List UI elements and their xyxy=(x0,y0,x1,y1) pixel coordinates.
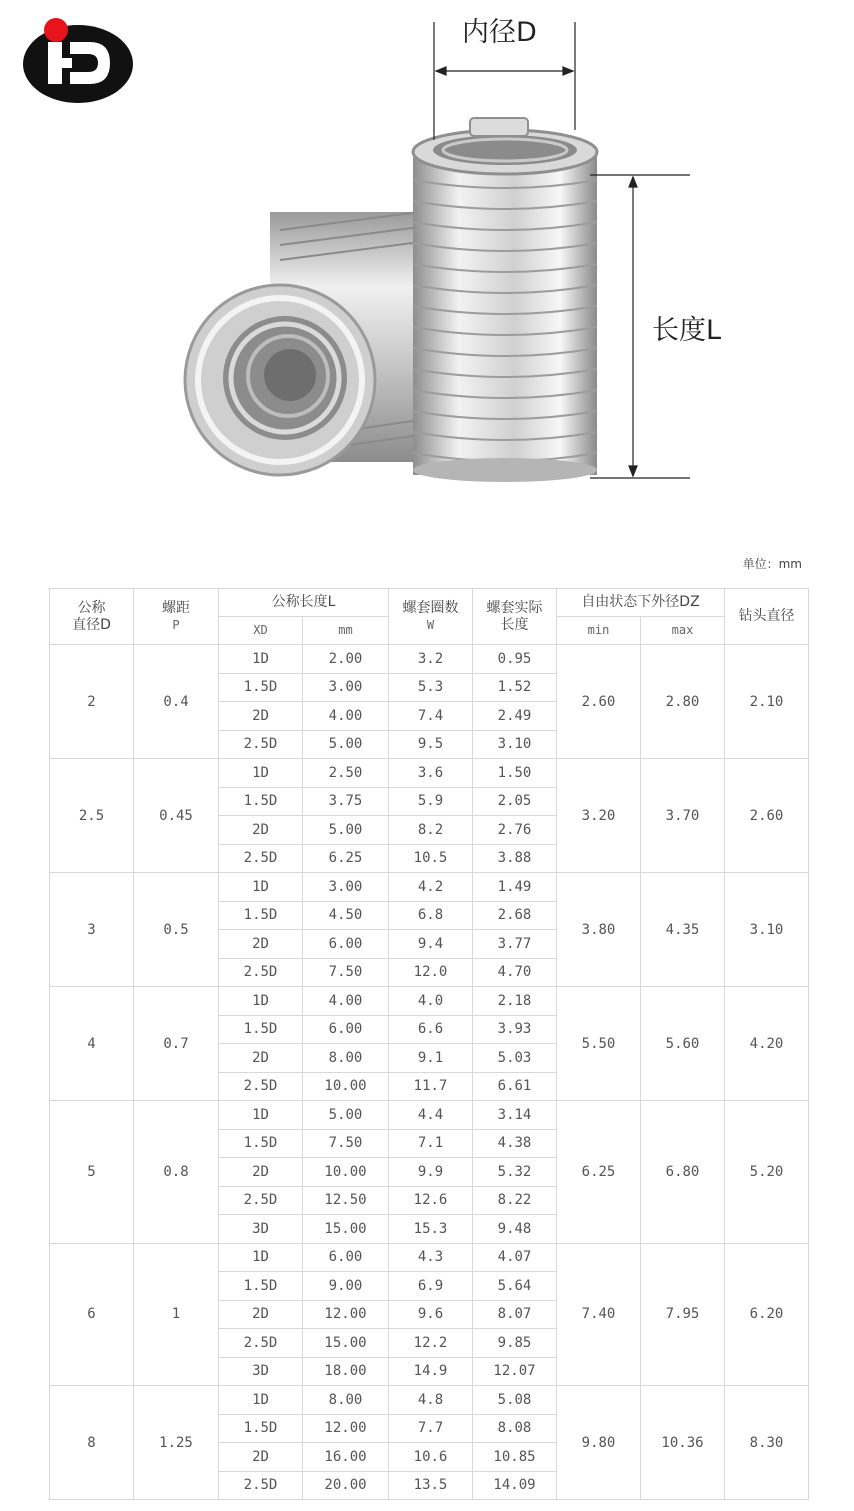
cell-actual-length: 5.03 xyxy=(473,1044,557,1073)
cell-length-mm: 5.00 xyxy=(303,816,389,845)
cell-length-mm: 15.00 xyxy=(303,1215,389,1244)
cell-xd: 1D xyxy=(219,1101,303,1130)
cell-pitch: 0.7 xyxy=(134,987,219,1101)
header-coils-text: 螺套圈数 xyxy=(402,599,459,616)
cell-od-max: 5.60 xyxy=(641,987,725,1101)
table-row xyxy=(50,987,809,1016)
cell-xd: 2D xyxy=(219,1158,303,1187)
cell-coils: 4.8 xyxy=(389,1386,473,1415)
cell-length-mm: 6.25 xyxy=(303,844,389,873)
cell-xd: 1.5D xyxy=(219,787,303,816)
cell-coils: 15.3 xyxy=(389,1215,473,1244)
cell-xd: 2D xyxy=(219,816,303,845)
product-image-area xyxy=(0,0,854,520)
table-body xyxy=(50,645,809,1500)
cell-actual-length: 5.08 xyxy=(473,1386,557,1415)
unit-label: 单位：mm xyxy=(742,557,802,571)
cell-drill: 2.60 xyxy=(725,759,809,873)
cell-od-min: 5.50 xyxy=(557,987,641,1101)
cell-coils: 12.6 xyxy=(389,1186,473,1215)
table-row xyxy=(50,645,809,674)
cell-coils: 4.3 xyxy=(389,1243,473,1272)
cell-xd: 2.5D xyxy=(219,958,303,987)
cell-length-mm: 2.00 xyxy=(303,645,389,674)
cell-nominal-diameter: 2 xyxy=(50,645,134,759)
cell-length-mm: 15.00 xyxy=(303,1329,389,1358)
cell-length-mm: 7.50 xyxy=(303,1129,389,1158)
cell-length-mm: 5.00 xyxy=(303,1101,389,1130)
cell-od-max: 6.80 xyxy=(641,1101,725,1244)
cell-xd: 2D xyxy=(219,1300,303,1329)
cell-xd: 2D xyxy=(219,1044,303,1073)
cell-coils: 7.7 xyxy=(389,1414,473,1443)
cell-xd: 2D xyxy=(219,702,303,731)
cell-pitch: 1 xyxy=(134,1243,219,1386)
cell-coils: 3.2 xyxy=(389,645,473,674)
cell-actual-length: 12.07 xyxy=(473,1357,557,1386)
cell-length-mm: 6.00 xyxy=(303,1015,389,1044)
table-row xyxy=(50,759,809,788)
cell-coils: 12.2 xyxy=(389,1329,473,1358)
cell-drill: 5.20 xyxy=(725,1101,809,1244)
cell-nominal-diameter: 5 xyxy=(50,1101,134,1244)
header-nominal-diameter xyxy=(50,589,134,645)
cell-pitch: 0.5 xyxy=(134,873,219,987)
cell-drill: 8.30 xyxy=(725,1386,809,1500)
cell-pitch: 0.8 xyxy=(134,1101,219,1244)
cell-xd: 1.5D xyxy=(219,673,303,702)
cell-xd: 1D xyxy=(219,1243,303,1272)
cell-coils: 4.4 xyxy=(389,1101,473,1130)
cell-xd: 1D xyxy=(219,987,303,1016)
cell-coils: 5.9 xyxy=(389,787,473,816)
cell-actual-length: 0.95 xyxy=(473,645,557,674)
cell-nominal-diameter: 4 xyxy=(50,987,134,1101)
cell-actual-length: 3.88 xyxy=(473,844,557,873)
cell-length-mm: 10.00 xyxy=(303,1158,389,1187)
cell-coils: 9.6 xyxy=(389,1300,473,1329)
cell-length-mm: 9.00 xyxy=(303,1272,389,1301)
cell-od-max: 7.95 xyxy=(641,1243,725,1386)
cell-xd: 2.5D xyxy=(219,1072,303,1101)
cell-actual-length: 4.70 xyxy=(473,958,557,987)
cell-actual-length: 3.93 xyxy=(473,1015,557,1044)
cell-actual-length: 1.49 xyxy=(473,873,557,902)
header-actual-length xyxy=(473,589,557,645)
standing-insert xyxy=(413,118,597,482)
cell-od-min: 9.80 xyxy=(557,1386,641,1500)
cell-pitch: 1.25 xyxy=(134,1386,219,1500)
cell-drill: 6.20 xyxy=(725,1243,809,1386)
cell-od-min: 3.80 xyxy=(557,873,641,987)
table-row xyxy=(50,1243,809,1272)
cell-actual-length: 9.85 xyxy=(473,1329,557,1358)
table-row xyxy=(50,1101,809,1130)
cell-length-mm: 12.00 xyxy=(303,1414,389,1443)
cell-xd: 1.5D xyxy=(219,1414,303,1443)
cell-coils: 13.5 xyxy=(389,1471,473,1500)
cell-coils: 14.9 xyxy=(389,1357,473,1386)
cell-od-min: 3.20 xyxy=(557,759,641,873)
header-pitch-unit: P xyxy=(172,617,180,632)
header-actual-length-text: 螺套实际长度 xyxy=(486,599,543,633)
cell-actual-length: 8.08 xyxy=(473,1414,557,1443)
table-header xyxy=(50,589,809,645)
cell-actual-length: 2.18 xyxy=(473,987,557,1016)
cell-drill: 4.20 xyxy=(725,987,809,1101)
cell-xd: 1D xyxy=(219,873,303,902)
cell-xd: 1.5D xyxy=(219,901,303,930)
cell-length-mm: 2.50 xyxy=(303,759,389,788)
cell-coils: 10.5 xyxy=(389,844,473,873)
cell-length-mm: 20.00 xyxy=(303,1471,389,1500)
cell-od-max: 4.35 xyxy=(641,873,725,987)
cell-xd: 3D xyxy=(219,1215,303,1244)
cell-od-max: 10.36 xyxy=(641,1386,725,1500)
header-max: max xyxy=(641,617,725,645)
cell-od-min: 6.25 xyxy=(557,1101,641,1244)
length-label: 长度L xyxy=(652,315,722,346)
cell-xd: 1D xyxy=(219,759,303,788)
cell-actual-length: 1.50 xyxy=(473,759,557,788)
cell-actual-length: 4.38 xyxy=(473,1129,557,1158)
cell-actual-length: 8.22 xyxy=(473,1186,557,1215)
cell-xd: 1D xyxy=(219,645,303,674)
cell-coils: 11.7 xyxy=(389,1072,473,1101)
cell-coils: 9.1 xyxy=(389,1044,473,1073)
header-mm: mm xyxy=(303,617,389,645)
cell-pitch: 0.4 xyxy=(134,645,219,759)
cell-coils: 6.8 xyxy=(389,901,473,930)
cell-actual-length: 2.49 xyxy=(473,702,557,731)
thread-insert-illustration xyxy=(170,0,770,520)
cell-actual-length: 4.07 xyxy=(473,1243,557,1272)
cell-actual-length: 5.32 xyxy=(473,1158,557,1187)
cell-length-mm: 8.00 xyxy=(303,1386,389,1415)
cell-coils: 6.9 xyxy=(389,1272,473,1301)
cell-coils: 7.4 xyxy=(389,702,473,731)
cell-coils: 8.2 xyxy=(389,816,473,845)
cell-actual-length: 2.05 xyxy=(473,787,557,816)
cell-nominal-diameter: 3 xyxy=(50,873,134,987)
cell-actual-length: 1.52 xyxy=(473,673,557,702)
cell-length-mm: 6.00 xyxy=(303,1243,389,1272)
cell-coils: 7.1 xyxy=(389,1129,473,1158)
header-pitch xyxy=(134,589,219,645)
cell-xd: 1D xyxy=(219,1386,303,1415)
cell-xd: 2.5D xyxy=(219,844,303,873)
cell-actual-length: 3.77 xyxy=(473,930,557,959)
cell-actual-length: 2.76 xyxy=(473,816,557,845)
cell-length-mm: 4.00 xyxy=(303,987,389,1016)
cell-coils: 9.9 xyxy=(389,1158,473,1187)
cell-drill: 2.10 xyxy=(725,645,809,759)
cell-coils: 9.5 xyxy=(389,730,473,759)
cell-xd: 2D xyxy=(219,1443,303,1472)
cell-coils: 3.6 xyxy=(389,759,473,788)
cell-nominal-diameter: 2.5 xyxy=(50,759,134,873)
header-xd: XD xyxy=(219,617,303,645)
cell-xd: 2.5D xyxy=(219,730,303,759)
cell-actual-length: 3.14 xyxy=(473,1101,557,1130)
header-coils xyxy=(389,589,473,645)
cell-coils: 9.4 xyxy=(389,930,473,959)
header-nominal-length: 公称长度L xyxy=(219,589,389,617)
cell-drill: 3.10 xyxy=(725,873,809,987)
cell-length-mm: 3.00 xyxy=(303,673,389,702)
cell-actual-length: 9.48 xyxy=(473,1215,557,1244)
cell-coils: 6.6 xyxy=(389,1015,473,1044)
cell-length-mm: 10.00 xyxy=(303,1072,389,1101)
cell-length-mm: 12.00 xyxy=(303,1300,389,1329)
cell-length-mm: 4.50 xyxy=(303,901,389,930)
cell-coils: 10.6 xyxy=(389,1443,473,1472)
cell-length-mm: 12.50 xyxy=(303,1186,389,1215)
cell-length-mm: 16.00 xyxy=(303,1443,389,1472)
header-min: min xyxy=(557,617,641,645)
cell-xd: 1.5D xyxy=(219,1129,303,1158)
cell-nominal-diameter: 6 xyxy=(50,1243,134,1386)
cell-xd: 2.5D xyxy=(219,1186,303,1215)
cell-xd: 2.5D xyxy=(219,1329,303,1358)
cell-coils: 5.3 xyxy=(389,673,473,702)
table-row xyxy=(50,873,809,902)
cell-od-min: 7.40 xyxy=(557,1243,641,1386)
cell-length-mm: 3.00 xyxy=(303,873,389,902)
cell-actual-length: 3.10 xyxy=(473,730,557,759)
cell-xd: 1.5D xyxy=(219,1015,303,1044)
cell-nominal-diameter: 8 xyxy=(50,1386,134,1500)
spec-table xyxy=(49,588,809,1500)
cell-xd: 2D xyxy=(219,930,303,959)
cell-actual-length: 2.68 xyxy=(473,901,557,930)
table-row xyxy=(50,1386,809,1415)
cell-pitch: 0.45 xyxy=(134,759,219,873)
cell-actual-length: 6.61 xyxy=(473,1072,557,1101)
cell-length-mm: 7.50 xyxy=(303,958,389,987)
cell-actual-length: 10.85 xyxy=(473,1443,557,1472)
cell-actual-length: 5.64 xyxy=(473,1272,557,1301)
cell-od-min: 2.60 xyxy=(557,645,641,759)
header-drill: 钻头直径 xyxy=(725,589,809,645)
cell-coils: 4.0 xyxy=(389,987,473,1016)
cell-length-mm: 6.00 xyxy=(303,930,389,959)
cell-coils: 12.0 xyxy=(389,958,473,987)
brand-logo xyxy=(18,8,138,108)
header-free-od: 自由状态下外径DZ xyxy=(557,589,725,617)
cell-length-mm: 5.00 xyxy=(303,730,389,759)
cell-xd: 1.5D xyxy=(219,1272,303,1301)
cell-od-max: 2.80 xyxy=(641,645,725,759)
header-pitch-text: 螺距 xyxy=(162,599,190,616)
cell-length-mm: 8.00 xyxy=(303,1044,389,1073)
cell-actual-length: 14.09 xyxy=(473,1471,557,1500)
inner-diameter-label: 内径D xyxy=(462,17,537,48)
cell-od-max: 3.70 xyxy=(641,759,725,873)
cell-length-mm: 3.75 xyxy=(303,787,389,816)
header-coils-unit: W xyxy=(426,617,435,632)
cell-xd: 2.5D xyxy=(219,1471,303,1500)
cell-length-mm: 4.00 xyxy=(303,702,389,731)
header-nominal-diameter-text: 公称直径D xyxy=(72,599,111,633)
cell-coils: 4.2 xyxy=(389,873,473,902)
cell-xd: 3D xyxy=(219,1357,303,1386)
lying-insert xyxy=(185,212,420,475)
cell-length-mm: 18.00 xyxy=(303,1357,389,1386)
cell-actual-length: 8.07 xyxy=(473,1300,557,1329)
